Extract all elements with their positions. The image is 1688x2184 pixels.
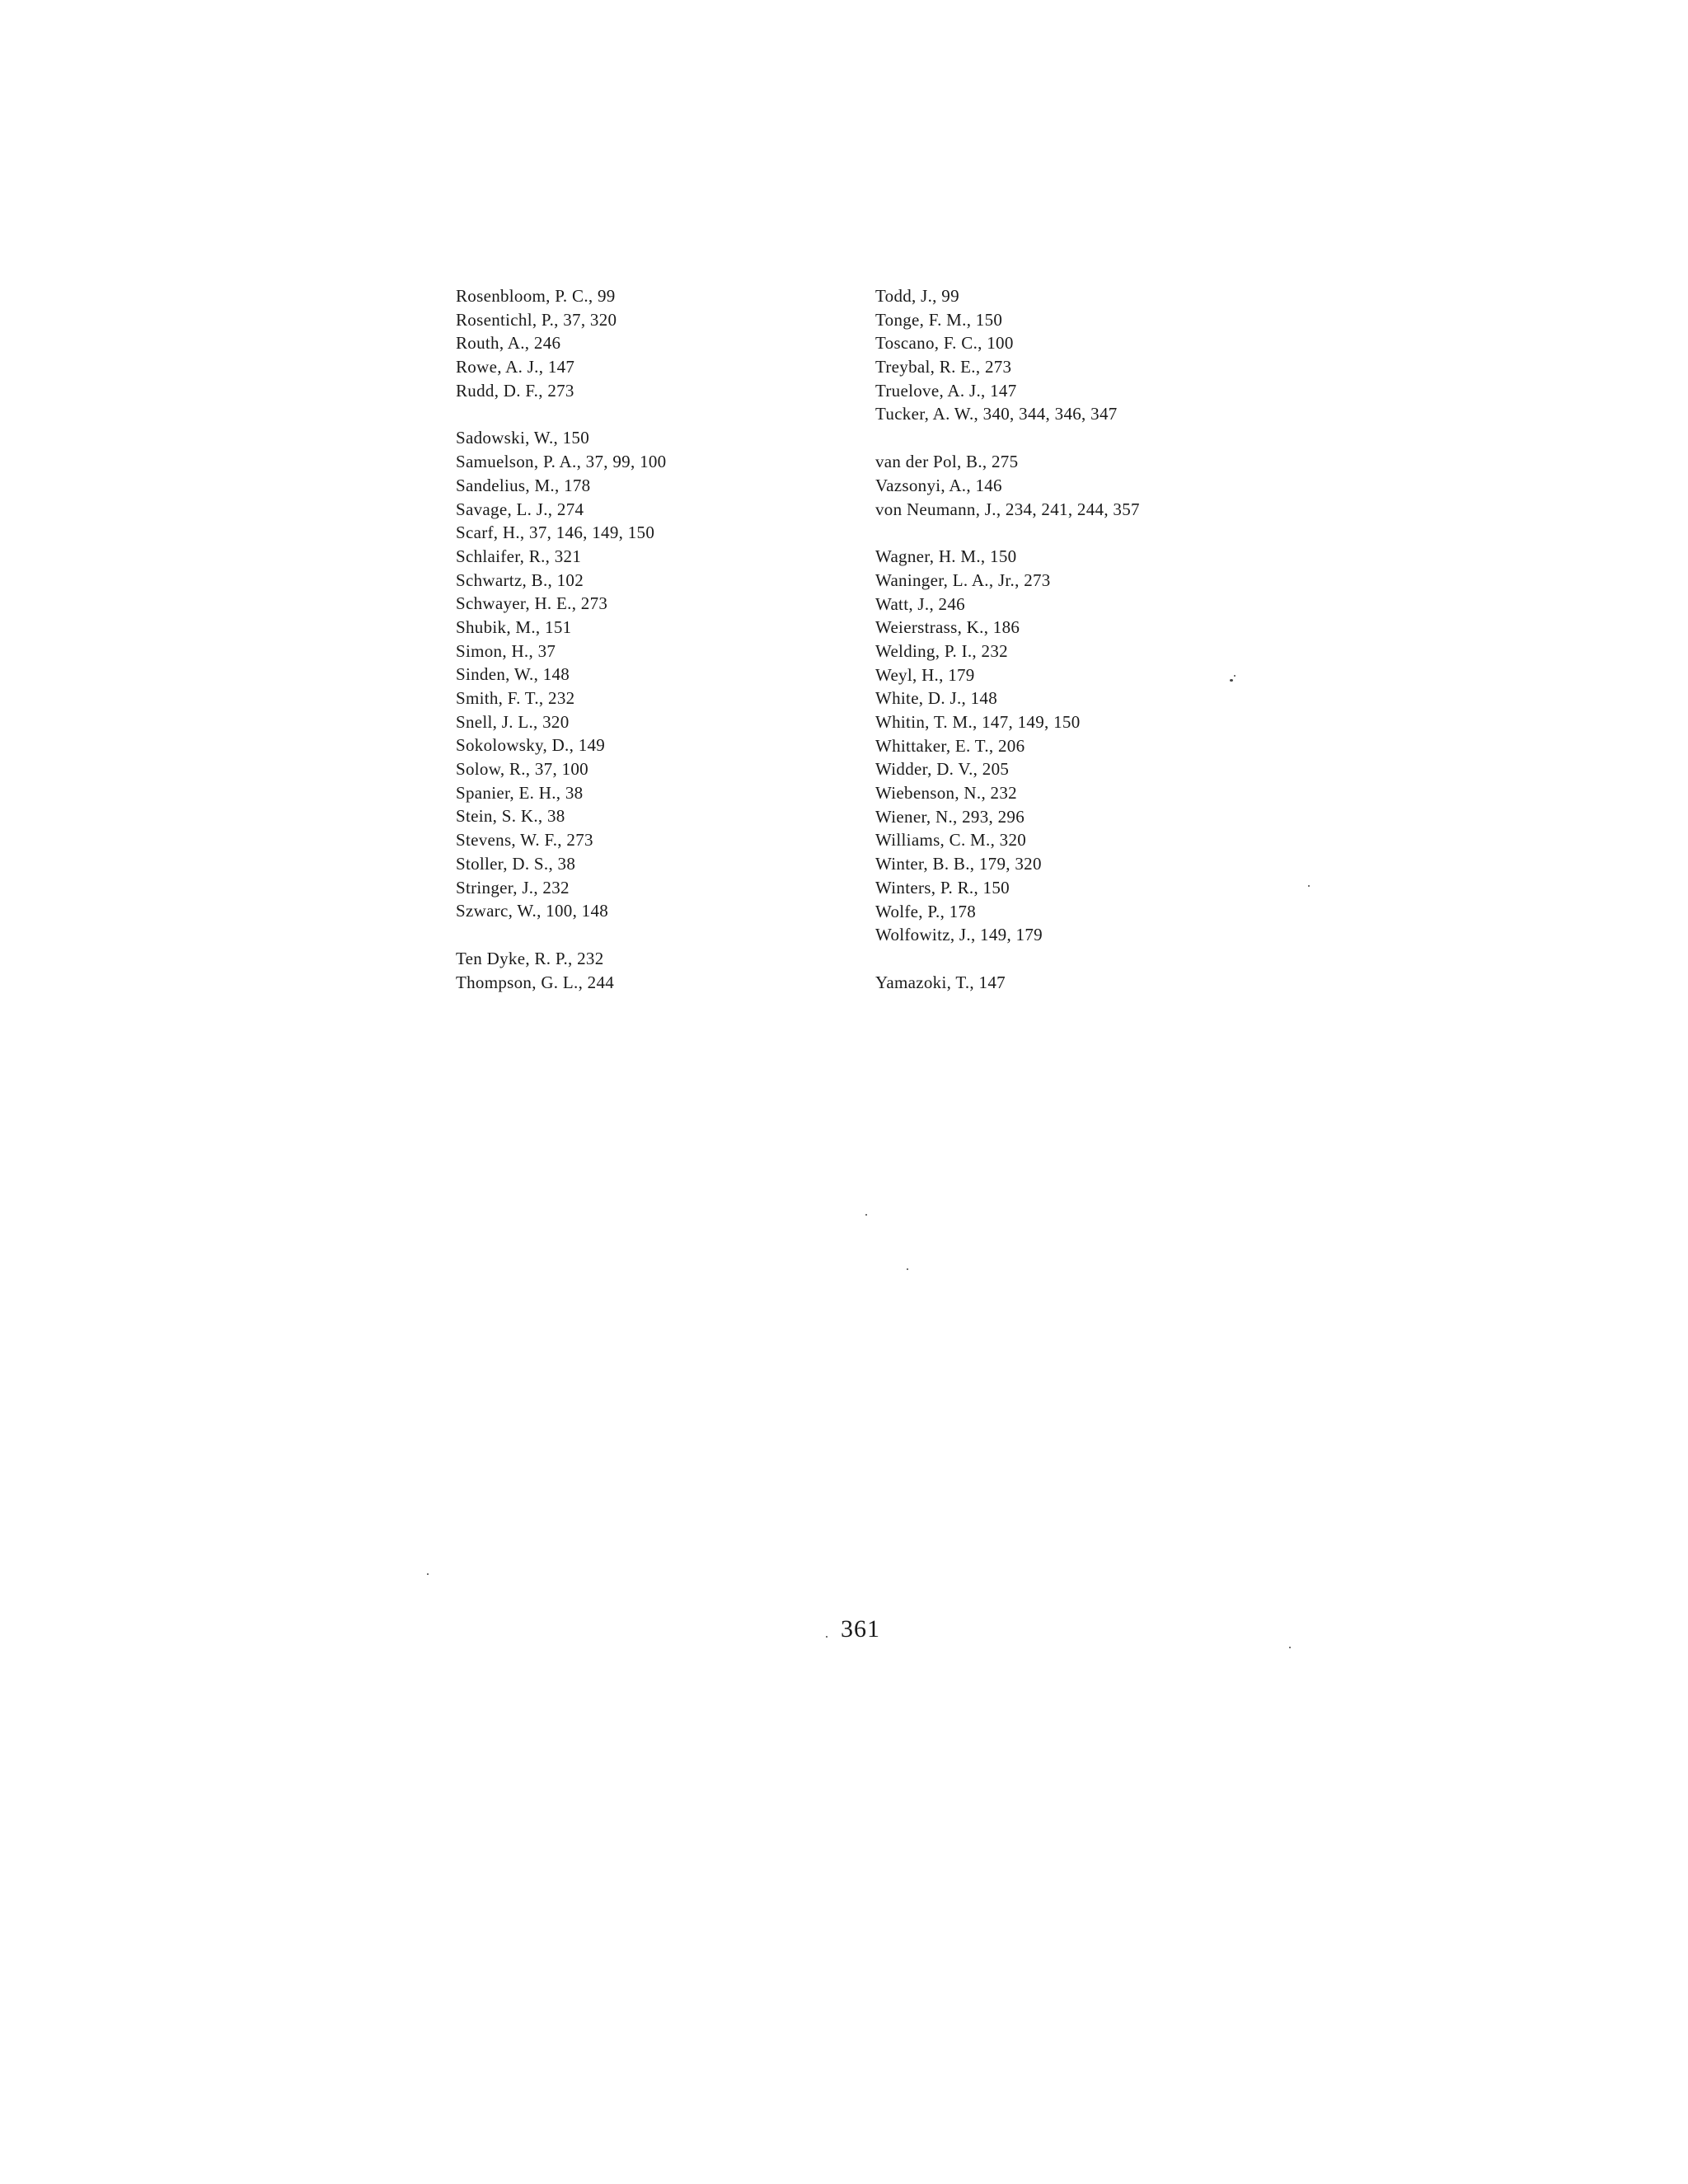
index-entry: Solow, R., 37, 100 — [456, 759, 588, 780]
index-entry: van der Pol, B., 275 — [875, 452, 1019, 472]
index-entry: Stevens, W. F., 273 — [456, 830, 593, 851]
index-letter-group — [875, 971, 1304, 995]
index-letter-group — [456, 947, 810, 994]
index-entry: von Neumann, J., 234, 241, 244, 357 — [875, 499, 1140, 519]
index-entry: Samuelson, P. A., 37, 99, 100 — [456, 452, 667, 472]
scan-speck — [427, 1573, 429, 1575]
index-entry: Routh, A., 246 — [456, 333, 561, 354]
index-entry: Szwarc, W., 100, 148 — [456, 901, 609, 921]
index-entry: Toscano, F. C., 100 — [875, 333, 1014, 354]
index-column-right — [875, 284, 1304, 995]
index-entry: Simon, H., 37 — [456, 640, 556, 661]
index-entry: Wolfowitz, J., 149, 179 — [875, 925, 1043, 945]
index-entry: Wiener, N., 293, 296 — [875, 806, 1025, 827]
index-letter-group — [456, 284, 810, 402]
index-entry: Stringer, J., 232 — [456, 877, 570, 898]
scan-speck — [1289, 1647, 1291, 1648]
index-entry: Whittaker, E. T., 206 — [875, 735, 1025, 756]
index-entry: Schwayer, H. E., 273 — [456, 593, 608, 614]
index-entry: Weierstrass, K., 186 — [875, 617, 1020, 638]
scan-speck — [907, 1268, 908, 1270]
index-column-left — [456, 284, 810, 994]
index-entry: White, D. J., 148 — [875, 688, 997, 709]
index-entry: Yamazoki, T., 147 — [875, 972, 1006, 992]
scan-speck — [826, 1636, 828, 1638]
index-entry: Sandelius, M., 178 — [456, 475, 591, 495]
index-entry: Whitin, T. M., 147, 149, 150 — [875, 712, 1081, 732]
index-entry: Widder, D. V., 205 — [875, 759, 1010, 780]
index-entry: Wiebenson, N., 232 — [875, 783, 1017, 804]
index-entry: Welding, P. I., 232 — [875, 640, 1008, 661]
index-entry: Sinden, W., 148 — [456, 664, 570, 685]
index-entry: Wagner, H. M., 150 — [875, 546, 1017, 567]
index-entry: Schlaifer, R., 321 — [456, 546, 582, 566]
index-entry: Waninger, L. A., Jr., 273 — [875, 569, 1051, 590]
index-entry: Spanier, E. H., 38 — [456, 782, 584, 803]
index-entry: Smith, F. T., 232 — [456, 688, 575, 708]
page-number: 361 — [841, 1615, 880, 1643]
index-entry: Thompson, G. L., 244 — [456, 972, 615, 992]
index-entry: Treybal, R. E., 273 — [875, 357, 1012, 377]
scan-speck — [1234, 675, 1236, 677]
index-entry: Shubik, M., 151 — [456, 616, 572, 637]
index-entry: Vazsonyi, A., 146 — [875, 475, 1002, 495]
scan-speck — [1308, 885, 1310, 887]
index-entry: Ten Dyke, R. P., 232 — [456, 948, 604, 968]
index-entry: Winters, P. R., 150 — [875, 877, 1010, 898]
index-entry: Rudd, D. F., 273 — [456, 380, 574, 401]
index-entry: Stoller, D. S., 38 — [456, 853, 576, 874]
index-entry: Tucker, A. W., 340, 344, 346, 347 — [875, 404, 1118, 424]
index-entry: Scarf, H., 37, 146, 149, 150 — [456, 523, 655, 543]
index-entry: Rosentichl, P., 37, 320 — [456, 309, 617, 330]
index-letter-group — [456, 426, 810, 922]
index-entry: Sokolowsky, D., 149 — [456, 735, 606, 756]
index-entry: Tonge, F. M., 150 — [875, 309, 1003, 330]
index-entry: Schwartz, B., 102 — [456, 569, 584, 590]
scan-speck — [1230, 679, 1233, 682]
index-entry: Wolfe, P., 178 — [875, 901, 977, 921]
index-entry: Williams, C. M., 320 — [875, 830, 1027, 851]
index-letter-group — [875, 450, 1304, 521]
index-entry: Rosenbloom, P. C., 99 — [456, 286, 616, 306]
index-entry: Winter, B. B., 179, 320 — [875, 854, 1042, 874]
index-entry: Sadowski, W., 150 — [456, 428, 590, 448]
index-entry: Watt, J., 246 — [875, 593, 965, 614]
index-entry: Snell, J. L., 320 — [456, 711, 570, 732]
scan-speck — [865, 1214, 867, 1216]
index-entry: Todd, J., 99 — [875, 286, 959, 306]
index-entry: Stein, S. K., 38 — [456, 806, 565, 827]
index-letter-group — [875, 545, 1304, 947]
index-letter-group — [875, 284, 1304, 426]
index-entry: Savage, L. J., 274 — [456, 499, 584, 519]
index-entry: Rowe, A. J., 147 — [456, 357, 575, 377]
index-entry: Truelove, A. J., 147 — [875, 380, 1017, 401]
index-entry: Weyl, H., 179 — [875, 664, 975, 685]
